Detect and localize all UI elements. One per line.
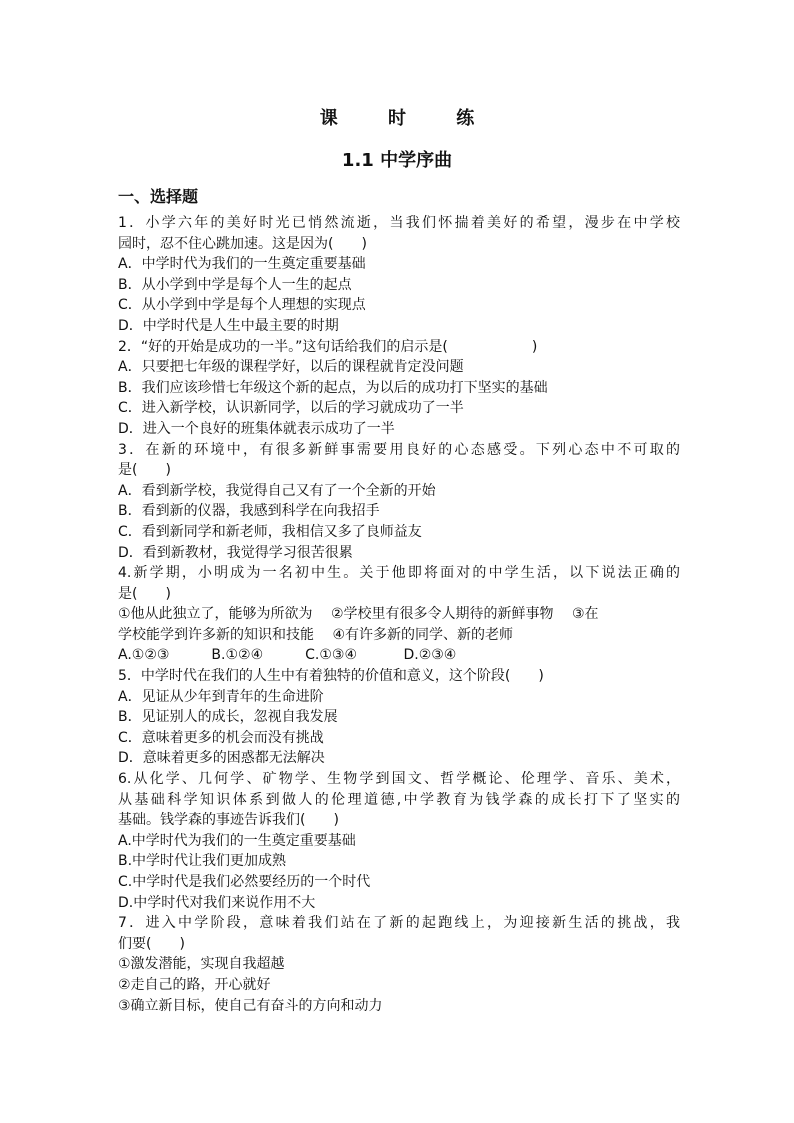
question-stem-line: 4.新学期，小明成为一名初中生。关于他即将面对的中学生活，以下说法正确的 [118, 565, 680, 582]
question-stem-line: 6.从化学、几何学、矿物学、生物学到国文、哲学概论、伦理学、音乐、美术， [118, 771, 680, 788]
question-stem-line: ①他从此独立了，能够为所欲为 ②学校里有很多令人期待的新鲜事物 ③在 [118, 606, 599, 623]
question-stem-line: 是( ) [118, 585, 171, 602]
answer-option: A．看到新学校，我觉得自己又有了一个全新的开始 [118, 482, 436, 499]
answer-option: ②走自己的路，开心就好 [118, 976, 271, 993]
answer-option: C．意味着更多的机会而没有挑战 [118, 729, 324, 746]
answer-option: D．意味着更多的困惑都无法解决 [118, 750, 325, 767]
question-stem-line: 5．中学时代在我们的人生中有着独特的价值和意义，这个阶段( ) [118, 668, 544, 685]
question-stem-line: 2．“好的开始是成功的一半。”这句话给我们的启示是( ) [118, 338, 538, 355]
answer-option: ①激发潜能，实现自我超越 [118, 956, 285, 973]
answer-option: A．见证从少年到青年的生命进阶 [118, 688, 324, 705]
answer-option: B．我们应该珍惜七年级这个新的起点，为以后的成功打下坚实的基础 [118, 379, 548, 396]
question-stem-line: 基础。钱学森的事迹告诉我们( ) [118, 812, 339, 829]
question-7 [118, 913, 680, 1016]
answer-option: D．中学时代是人生中最主要的时期 [118, 317, 339, 334]
answer-option: D.中学时代对我们来说作用不大 [118, 894, 316, 911]
answer-option: C．进入新学校，认识新同学，以后的学习就成功了一半 [118, 400, 464, 417]
answer-option: C．看到新同学和新老师，我相信又多了良师益友 [118, 523, 422, 540]
question-stem-line: 园时，忍不住心跳加速。这是因为( ) [118, 235, 367, 252]
answer-option: ③确立新目标，使自己有奋斗的方向和动力 [118, 997, 383, 1014]
section-heading: 一、选择题 [118, 187, 199, 206]
answer-option: D．进入一个良好的班集体就表示成功了一半 [118, 420, 395, 437]
answer-option: B.中学时代让我们更加成熟 [118, 853, 287, 870]
question-2 [118, 337, 680, 440]
page-title: 课 时 练 [319, 108, 497, 129]
answer-option: C.中学时代是我们必然要经历的一个时代 [118, 874, 371, 890]
question-list [118, 213, 680, 1016]
answer-option: B．见证别人的成长，忽视自我发展 [118, 709, 338, 726]
answer-option: A．中学时代为我们的一生奠定重要基础 [118, 256, 366, 273]
lesson-subtitle: 1.1 中学序曲 [341, 150, 453, 171]
question-stem-line: 学校能学到许多新的知识和技能 ④有许多新的同学、新的老师 [118, 626, 513, 643]
question-stem-line: 从基础科学知识体系到做人的伦理道德,中学教育为钱学森的成长打下了坚实的 [118, 791, 680, 808]
answer-option: A.中学时代为我们的一生奠定重要基础 [118, 832, 356, 849]
question-stem-line: 们要( ) [118, 935, 185, 952]
question-1 [118, 213, 680, 337]
answer-option: C．从小学到中学是每个人理想的实现点 [118, 297, 366, 314]
question-stem-line: 7．进入中学阶段，意味着我们站在了新的起跑线上，为迎接新生活的挑战，我 [118, 915, 680, 932]
question-3 [118, 440, 680, 564]
question-5 [118, 666, 680, 769]
answer-option: B．从小学到中学是每个人一生的起点 [118, 276, 352, 293]
answer-option: B．看到新的仪器，我感到科学在向我招手 [118, 503, 380, 520]
question-6 [118, 769, 680, 913]
question-stem-line: 是( ) [118, 462, 171, 479]
question-stem-line: 3．在新的环境中，有很多新鲜事需要用良好的心态感受。下列心态中不可取的 [118, 441, 680, 458]
answer-option: A．只要把七年级的课程学好，以后的课程就肯定没问题 [118, 359, 464, 376]
answer-option: D．看到新教材，我觉得学习很苦很累 [118, 544, 353, 561]
answer-option: A.①②③ B.①②④ C.①③④ D.②③④ [118, 647, 457, 664]
question-4 [118, 563, 680, 666]
question-stem-line: 1．小学六年的美好时光已悄然流逝，当我们怀揣着美好的希望，漫步在中学校 [118, 215, 680, 231]
